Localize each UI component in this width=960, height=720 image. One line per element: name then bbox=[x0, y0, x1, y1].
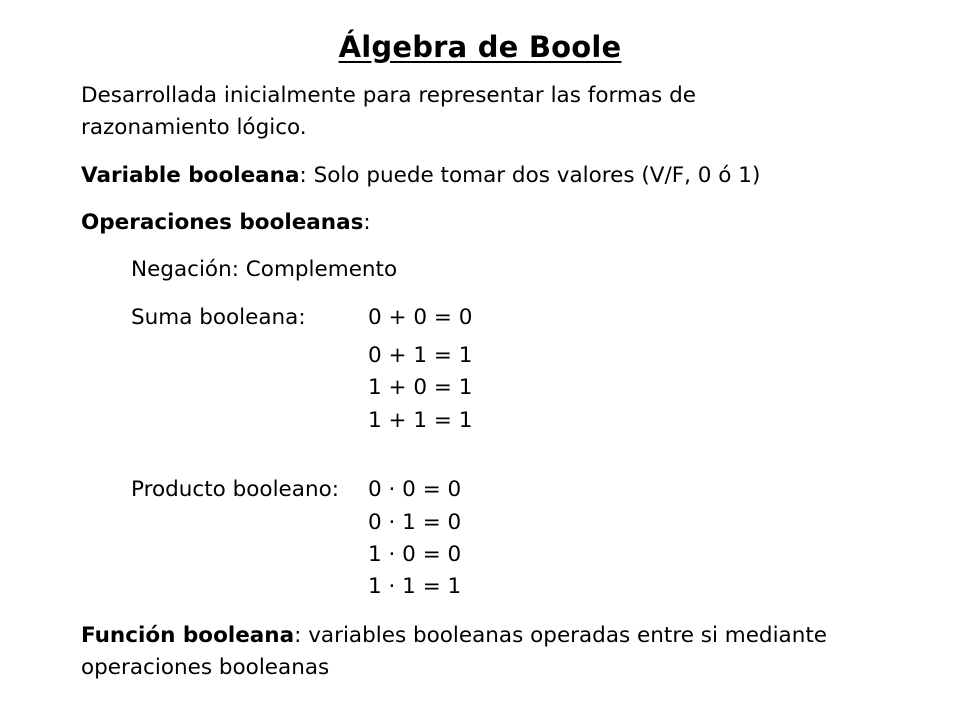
variable-term: Variable booleana bbox=[81, 163, 300, 188]
operations-suffix: : bbox=[363, 210, 371, 235]
product-row: 0 · 1 = 0 bbox=[368, 510, 462, 535]
product-row: 1 · 1 = 1 bbox=[368, 574, 462, 599]
negation-line: Negación: Complemento bbox=[131, 257, 398, 282]
operations-term: Operaciones booleanas bbox=[81, 210, 364, 235]
sum-label: Suma booleana: bbox=[131, 305, 306, 330]
variable-text: : Solo puede tomar dos valores (V/F, 0 ó 1) bbox=[299, 163, 761, 188]
sum-row: 0 + 1 = 1 bbox=[368, 343, 473, 368]
sum-row: 1 + 1 = 1 bbox=[368, 408, 473, 433]
sum-row: 1 + 0 = 1 bbox=[368, 375, 473, 400]
function-definition-line-1 bbox=[81, 620, 827, 652]
product-row: 0 · 0 = 0 bbox=[368, 477, 462, 502]
sum-row: 0 + 0 = 0 bbox=[368, 305, 473, 330]
product-row: 1 · 0 = 0 bbox=[368, 542, 462, 567]
intro-line-2: razonamiento lógico. bbox=[81, 115, 307, 140]
variable-definition bbox=[81, 160, 760, 192]
operations-heading bbox=[81, 207, 371, 239]
product-label: Producto booleano: bbox=[131, 477, 339, 502]
function-term: Función booleana bbox=[81, 623, 295, 648]
slide-title: Álgebra de Boole bbox=[338, 30, 622, 64]
intro-line-1: Desarrollada inicialmente para representar las formas de bbox=[81, 83, 696, 108]
function-definition-line-2: operaciones booleanas bbox=[81, 655, 330, 680]
function-text: : variables booleanas operadas entre si mediante bbox=[294, 623, 828, 648]
